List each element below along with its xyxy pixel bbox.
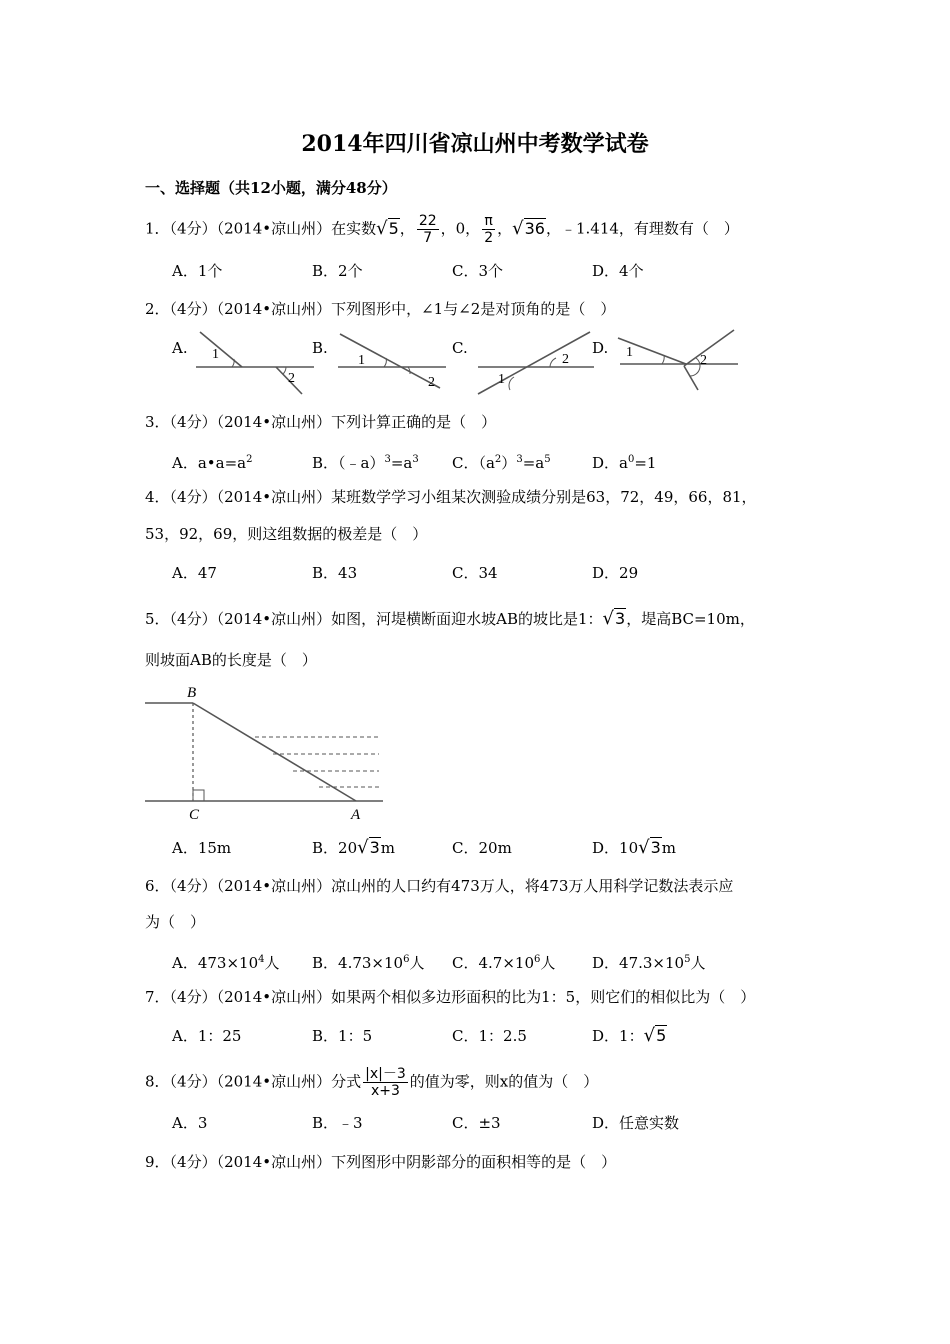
question-6-line-2: 为（ ） [145,913,206,931]
q7-option-c[interactable]: C．1：2.5 [452,1027,527,1045]
angle-1-label: 1 [212,347,219,362]
question-8: 8．（4分）（2014•凉山州）分式 $\frac{|x|-3}{x+3}$ 的值为零，则x的值为（ ） [145,1066,599,1099]
q8-option-c[interactable]: C．±3 [452,1114,501,1132]
question-5-line-1: 5．（4分）（2014•凉山州）如图，河堤横断面迎水坡AB的坡比是1：√3，堤高BC=10m， [145,608,755,629]
q5-option-a[interactable]: A．15m [172,839,232,857]
question-4-line-1: 4．（4分）（2014•凉山州）某班数学学习小组某次测验成绩分别是63，72，49，66，81， [145,488,757,506]
point-a-label: A [351,807,361,823]
sqrt-36: √36 [512,217,545,239]
q3-option-d[interactable]: D．$a^0=1$ [592,454,657,472]
q1-option-c[interactable]: C．3个 [452,262,504,280]
section-heading: 一、选择题（共12小题，满分48分） [145,179,397,197]
q2-option-d[interactable]: D. [592,339,609,357]
q3-option-b[interactable]: B．$(﹣a)^3=a^3$ [312,454,419,472]
question-7: 7．（4分）（2014•凉山州）如果两个相似多边形面积的比为1：5，则它们的相似比为（ ） [145,988,756,1006]
question-6-line-1: 6．（4分）（2014•凉山州）凉山州的人口约有473万人，将473万人用科学记数法表示应 [145,877,734,895]
q6-option-c[interactable]: C．$4.7\times 10^6$人 [452,954,556,972]
question-4-line-2: 53，92，69，则这组数据的极差是（ ） [145,525,428,543]
q2-figure-a [190,328,320,398]
q1-prefix: 1．（4分）（2014•凉山州）在实数 [145,219,377,238]
fraction-22-7: $\frac{22}{7}$ [418,213,437,246]
svg-text:2: 2 [428,375,435,390]
q7-option-d[interactable]: D．1：√5 [592,1025,667,1046]
q4-option-a[interactable]: A．47 [172,564,217,582]
q2-option-b[interactable]: B. [312,339,328,357]
q3-option-a[interactable]: A．$a•a=a^2$ [172,454,253,472]
question-5-line-2: 则坡面AB的长度是（ ） [145,651,317,669]
question-9: 9．（4分）（2014•凉山州）下列图形中阴影部分的面积相等的是（ ） [145,1153,617,1171]
q5-option-b[interactable]: B．20√3m [312,837,396,858]
fraction-pi-2: $\frac{\pi}{2}$ [484,213,494,246]
point-b-label: B [187,685,197,701]
svg-text:2: 2 [700,353,707,368]
svg-text:1: 1 [498,372,505,387]
q2-figure-b [330,328,450,398]
q6-option-b[interactable]: B．$4.73\times 10^6$人 [312,954,425,972]
question-3: 3．（4分）（2014•凉山州）下列计算正确的是（ ） [145,413,497,431]
q7-option-b[interactable]: B．1：5 [312,1027,373,1045]
q1-option-b[interactable]: B．2个 [312,262,363,280]
sqrt-3: √3 [602,608,626,629]
angle-2-label: 2 [288,371,295,386]
question-1: 1．（4分）（2014•凉山州）在实数√5， $\frac{22}{7}$ ，0， $\frac{\pi}{2}$ ，√36，﹣1.414，有理数有（ ） [145,213,739,246]
q5-option-d[interactable]: D．10√3m [592,837,677,858]
q2-option-a[interactable]: A. [172,339,188,357]
q8-option-a[interactable]: A．3 [172,1114,208,1132]
q1-option-d[interactable]: D．4个 [592,262,644,280]
q7-option-a[interactable]: A．1：25 [172,1027,242,1045]
q2-option-c[interactable]: C. [452,339,468,357]
q4-option-c[interactable]: C．34 [452,564,498,582]
svg-text:1: 1 [358,353,365,368]
q4-option-d[interactable]: D．29 [592,564,639,582]
svg-text:1: 1 [626,345,633,360]
point-c-label: C [189,807,200,823]
q8-option-b[interactable]: B．﹣3 [312,1114,363,1132]
q5-option-c[interactable]: C．20m [452,839,512,857]
fraction-abs-x: $\frac{|x|-3}{x+3}$ [365,1066,406,1099]
q2-figure-c [470,328,600,398]
page-title: 2014年四川省凉山州中考数学试卷 [301,131,649,157]
question-2: 2．（4分）（2014•凉山州）下列图形中，∠1与∠2是对顶角的是（ ） [145,300,616,318]
q6-option-a[interactable]: A．$473\times 10^4$人 [172,954,280,972]
svg-text:2: 2 [562,352,569,367]
q8-option-d[interactable]: D．任意实数 [592,1114,680,1132]
q2-figure-d [612,326,742,396]
q1-option-a[interactable]: A．1个 [172,262,223,280]
q4-option-b[interactable]: B．43 [312,564,358,582]
levee-diagram [143,683,388,823]
sqrt-5: √5 [376,217,399,239]
q3-option-c[interactable]: C．$(a^2)^3=a^5$ [452,454,551,472]
q6-option-d[interactable]: D．$47.3\times 10^5$人 [592,954,706,972]
